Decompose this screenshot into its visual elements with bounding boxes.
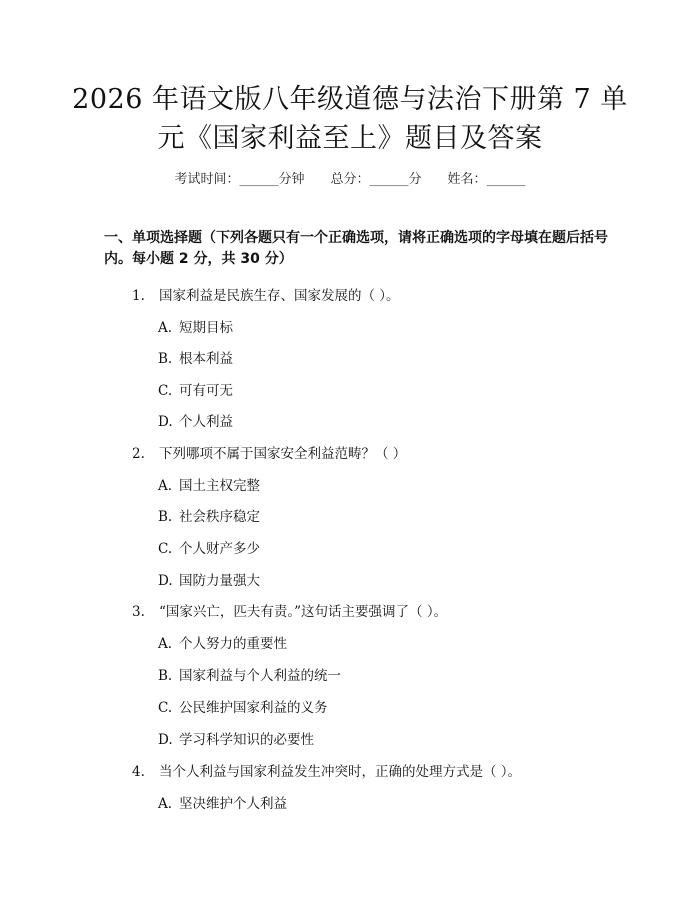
option-letter: C. <box>158 383 173 399</box>
question-number: 1. <box>132 288 145 304</box>
option-letter: B. <box>158 509 173 525</box>
question-1-option-d <box>158 410 233 430</box>
option-text: 个人利益 <box>179 414 233 430</box>
option-letter: D. <box>158 573 173 589</box>
question-number: 4. <box>132 764 145 780</box>
question-4-option-a <box>158 792 287 812</box>
option-text: 公民维护国家利益的义务 <box>179 700 328 716</box>
question-number: 2. <box>132 446 145 462</box>
option-text: 国家利益与个人利益的统一 <box>179 668 341 684</box>
question-2-option-c <box>158 537 260 557</box>
question-3-option-d <box>158 728 314 748</box>
question-2-option-a <box>158 474 260 494</box>
question-number: 3. <box>132 604 145 620</box>
question-2-option-d <box>158 569 260 589</box>
question-1 <box>132 284 400 304</box>
question-4 <box>132 760 521 780</box>
question-1-option-a <box>158 316 233 336</box>
question-text: “国家兴亡，匹夫有责。”这句话主要强调了（ ）。 <box>159 604 448 620</box>
option-letter: D. <box>158 732 173 748</box>
option-text: 国防力量强大 <box>179 573 260 589</box>
option-letter: C. <box>158 700 173 716</box>
exam-time-label: 考试时间：______分钟 <box>174 172 305 187</box>
question-1-option-b <box>158 347 233 367</box>
option-letter: A. <box>158 636 173 652</box>
document-title-line-1: 2026 年语文版八年级道德与法治下册第 7 单 <box>72 84 628 115</box>
option-letter: C. <box>158 541 173 557</box>
total-score-label: 总分：______分 <box>330 172 422 187</box>
option-letter: B. <box>158 668 173 684</box>
question-2 <box>132 442 406 462</box>
option-text: 个人财产多少 <box>179 541 260 557</box>
exam-meta <box>0 168 700 187</box>
question-2-option-b <box>158 505 260 525</box>
option-text: 社会秩序稳定 <box>179 509 260 525</box>
document-title-line-2: 元《国家利益至上》题目及答案 <box>157 123 543 154</box>
question-text: 下列哪项不属于国家安全利益范畴？（ ） <box>159 446 407 462</box>
question-3-option-b <box>158 664 341 684</box>
option-text: 坚决维护个人利益 <box>179 796 287 812</box>
question-3 <box>132 600 447 620</box>
student-name-label: 姓名：______ <box>447 172 526 187</box>
option-letter: A. <box>158 796 173 812</box>
option-text: 国土主权完整 <box>179 478 260 494</box>
section-heading-single-choice: 一、单项选择题（下列各题只有一个正确选项，请将正确选项的字母填在题后括号内。每小题 2 分，共 30 分） <box>104 230 608 267</box>
question-text: 当个人利益与国家利益发生冲突时，正确的处理方式是（ ）。 <box>159 764 522 780</box>
question-3-option-a <box>158 632 287 652</box>
option-letter: D. <box>158 414 173 430</box>
option-letter: A. <box>158 320 173 336</box>
option-text: 个人努力的重要性 <box>179 636 287 652</box>
option-letter: A. <box>158 478 173 494</box>
option-text: 学习科学知识的必要性 <box>179 732 314 748</box>
option-text: 根本利益 <box>179 351 233 367</box>
option-letter: B. <box>158 351 173 367</box>
question-text: 国家利益是民族生存、国家发展的（ ）。 <box>159 288 400 304</box>
option-text: 短期目标 <box>179 320 233 336</box>
question-3-option-c <box>158 696 328 716</box>
option-text: 可有可无 <box>179 383 233 399</box>
question-1-option-c <box>158 379 233 399</box>
